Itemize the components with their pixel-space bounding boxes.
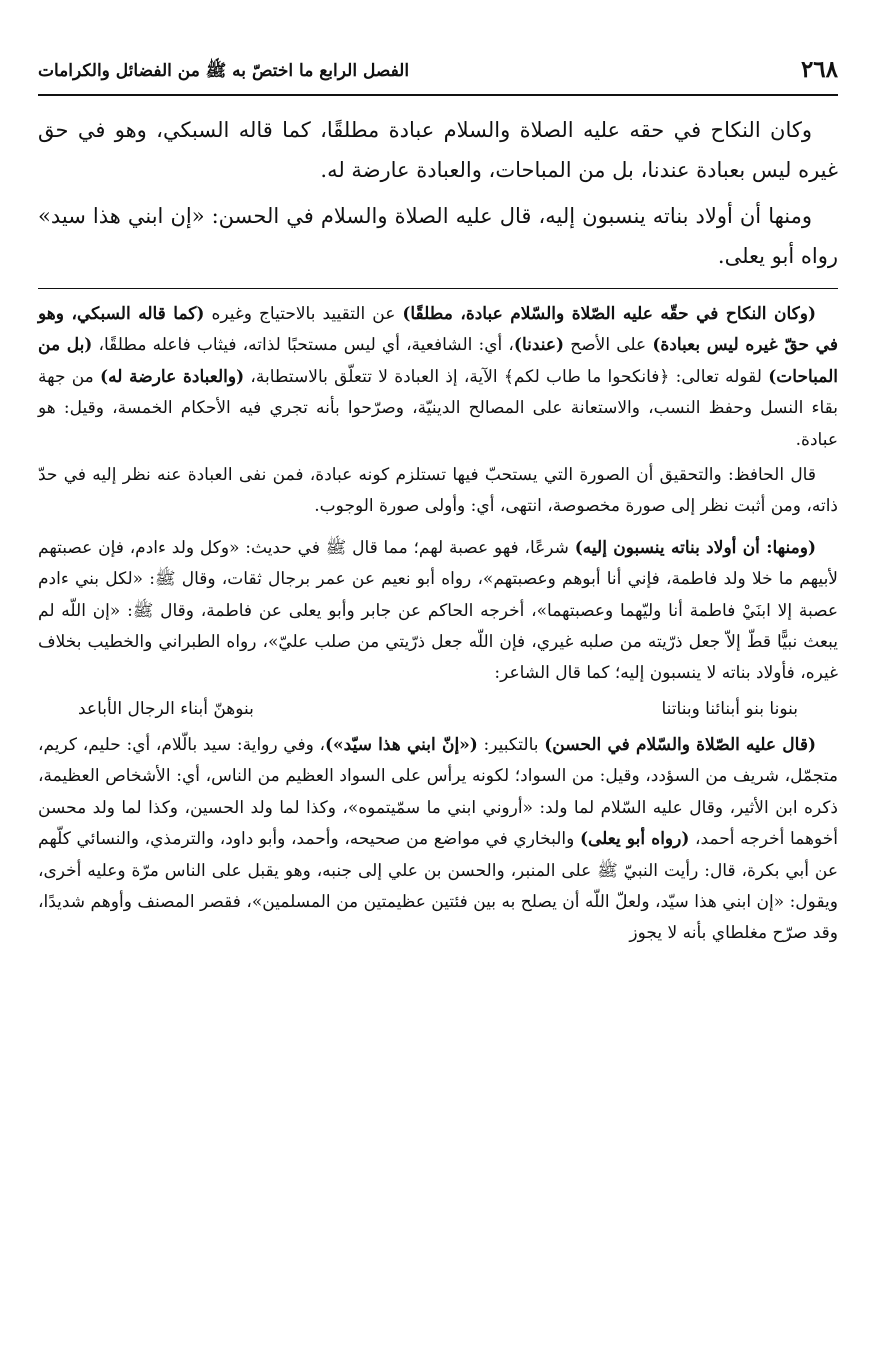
quoted-matn: (وكان النكاح في حقّه عليه الصّلاة والسّلام عبادة، مطلقًا)	[402, 304, 817, 324]
quoted-matn: (رواه أبو يعلى)	[579, 829, 690, 850]
commentary-paragraph	[38, 299, 838, 456]
commentary-text: شرعًا، فهو عصبة لهم؛ مما قال ﷺ في حديث: «وكل ولد ءادم، فإن عصبتهم لأبيهم ما خلا ولد فاطمة، فإني أنا أبوهم وعصبتهم»، رواه أبو نعيم عن عمر برجال ثقات، وقال ﷺ: «لكل بني ءادم عصبة إلا ابنَيْ فاطمة أنا وليّهما وعصبتهما»، أخرجه الحاكم عن جابر وأبو يعلى عن فاطمة، وقال ﷺ: «إن اللّه لم يبعث نبيًّا قطّ إلاّ جعل ذرّيته من صلبه غيري، فإن اللّه جعل ذرّيتي من صلب عليّ»، رواه الطبراني والخطيب بخلاف غيره، فأولاد بناته لا ينسبون إليه؛ كما قال الشاعر:	[38, 537, 838, 684]
quoted-matn: (بل من المباحات)	[38, 335, 838, 387]
commentary-paragraph	[38, 533, 838, 690]
quoted-matn: («إنّ ابني هذا سيّد»)	[324, 734, 478, 755]
main-paragraph: وكان النكاح في حقه عليه الصلاة والسلام عبادة مطلقًا، كما قاله السبكي، وهو في حق غيره ليس بعبادة عندنا، بل من المباحات، والعبادة عارضة له.	[38, 118, 838, 182]
page-number: ٢٦٨	[800, 56, 838, 83]
commentary	[38, 299, 838, 950]
commentary-text: ، وفي رواية: سيد بالّلام، أي: حليم، كريم، متجمّل، شريف من السؤدد، وقيل: من السواد؛ لكونه يرأس على السواد العظيم من الناس، أي: الأشخاص العظيمة، ذكره ابن الأثير، وقال عليه السّلام لما ولد: «أروني ابني ما سمّيتموه»، وكذا لما ولد الحسين، وكذا لما ولد محسن أخوهما أخرجه أحمد،	[38, 734, 838, 850]
commentary-text: بالتكبير:	[477, 734, 545, 755]
quoted-matn: (ومنها: أن أولاد بناته ينسبون إليه)	[574, 537, 816, 558]
commentary-paragraph: قال الحافظ: والتحقيق أن الصورة التي يستحبّ فيها تستلزم كونه عبادة، فمن نفى العبادة عنه نظر إليه في حدّ ذاته، ومن أثبت نظر إلى صورة مخصوصة، انتهى، أي: وأولى صورة الوجوب.	[38, 465, 838, 517]
verse-first-hemistich: بنونا بنو أبنائنا وبناتنا	[661, 698, 798, 719]
commentary-text: عن التقييد بالاحتياج وغيره	[204, 304, 403, 324]
verse-second-hemistich: بنوهنّ أبناء الرجال الأباعد	[78, 698, 254, 719]
commentary-text: والبخاري في مواضع من صحيحه، وأحمد، وأبو داود، والترمذي، والنسائي كلّهم عن أبي بكرة، قال: رأيت النبيّ ﷺ على المنبر، والحسن بن علي إلى جنبه، وهو يقبل على الناس مرّة وعليه أخرى، ويقول: «إن ابني هذا سيّد، ولعلّ اللّه أن يصلح به بين فئتين عظيمتين من المسلمين»، فقصر المصنف وأوهم شديدًا، وقد صرّح مغلطاي بأنه لا يجوز	[38, 829, 838, 944]
running-title: الفصل الرابع ما اختصّ به ﷺ من الفضائل والكرامات	[38, 61, 410, 81]
quoted-matn: (عندنا)	[513, 335, 565, 356]
commentary-text: على الأصح	[564, 335, 653, 356]
commentary-paragraph	[38, 730, 838, 950]
text-commentary-divider	[38, 288, 838, 289]
commentary-text: لقوله تعالى: ﴿فانكحوا ما طاب لكم﴾ الآية، إذ العبادة لا تتعلّق بالاستطابة،	[244, 366, 769, 387]
quoted-matn: (قال عليه الصّلاة والسّلام في الحسن)	[544, 734, 816, 755]
poetry-verse	[78, 694, 798, 724]
page-header	[38, 50, 838, 96]
main-text	[38, 110, 838, 276]
quoted-matn: (كما قاله السبكي، وهو في حقّ غيره ليس بعبادة)	[38, 304, 838, 356]
commentary-text: من جهة بقاء النسل وحفظ النسب، والاستعانة على المصالح الدينيّة، وصرّحوا بأنه تجري فيه الأحكام الخمسة، وقيل: هو عبادة.	[38, 366, 838, 450]
quoted-matn: (والعبادة عارضة له)	[100, 366, 245, 387]
main-paragraph: ومنها أن أولاد بناته ينسبون إليه، قال عليه الصلاة والسلام في الحسن: «إن ابني هذا سيد» رواه أبو يعلى.	[38, 204, 838, 268]
book-page	[38, 50, 838, 960]
commentary-text: ، أي: الشافعية، أي ليس مستحبًا لذاته، فيثاب فاعله مطلقًا،	[92, 335, 514, 356]
